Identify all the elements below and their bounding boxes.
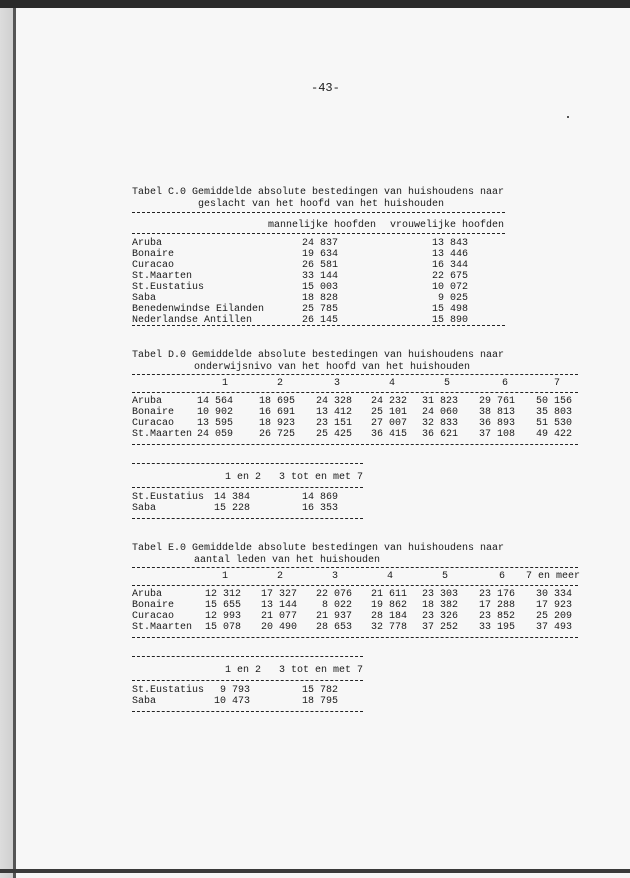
table-cell: 16 344 (431, 260, 468, 271)
table-cell: 10 902 (196, 407, 233, 418)
scan-left-margin (0, 8, 14, 878)
table-cell: 26 581 (301, 260, 338, 271)
table-rule (132, 567, 578, 568)
speck (567, 116, 569, 118)
table-cell: 22 076 (315, 589, 352, 600)
table-rule (132, 518, 363, 519)
table-cell: 14 869 (301, 492, 338, 503)
table-cell: 8 022 (321, 600, 352, 611)
table-cell: 24 059 (196, 429, 233, 440)
table-title: Tabel E.0 Gemiddelde absolute bestedingen van huishoudens naar (132, 543, 505, 554)
table-cell: 30 334 (535, 589, 572, 600)
table-cell: 25 425 (315, 429, 352, 440)
table-cell: 36 893 (478, 418, 515, 429)
table-subtitle: geslacht van het hoofd van het huishouden (198, 199, 445, 210)
table-cell: 16 353 (301, 503, 338, 514)
column-header: 5 (442, 571, 449, 582)
table-rule (132, 325, 505, 326)
scan-top-border (0, 0, 630, 8)
row-label: Saba (132, 503, 157, 514)
table-cell: 24 328 (315, 396, 352, 407)
table-rule (132, 711, 363, 712)
row-label: Saba (132, 293, 157, 304)
table-cell: 9 793 (219, 685, 250, 696)
column-header: mannelijke hoofden (268, 220, 377, 231)
table-subtitle: aantal leden van het huishouden (194, 555, 381, 566)
table-cell: 26 145 (301, 315, 338, 326)
table-cell: 36 415 (370, 429, 407, 440)
column-header: 3 (332, 571, 339, 582)
column-header: 7 en meer (526, 571, 581, 582)
column-header: 1 (222, 378, 229, 389)
table-cell: 21 937 (315, 611, 352, 622)
table-cell: 28 653 (315, 622, 352, 633)
table-cell: 19 634 (301, 249, 338, 260)
table-cell: 15 228 (213, 503, 250, 514)
table-cell: 15 078 (204, 622, 241, 633)
table-cell: 12 993 (204, 611, 241, 622)
row-label: St.Maarten (132, 429, 193, 440)
table-rule (132, 637, 578, 638)
table-cell: 38 813 (478, 407, 515, 418)
table-cell: 23 326 (421, 611, 458, 622)
table-cell: 33 195 (478, 622, 515, 633)
table-cell: 35 803 (535, 407, 572, 418)
row-label: Saba (132, 696, 157, 707)
row-label: Curacao (132, 260, 175, 271)
row-label: Aruba (132, 589, 163, 600)
table-cell: 50 156 (535, 396, 572, 407)
table-cell: 37 108 (478, 429, 515, 440)
table-cell: 32 778 (370, 622, 407, 633)
row-label: Curacao (132, 418, 175, 429)
table-cell: 17 327 (260, 589, 297, 600)
table-cell: 13 144 (260, 600, 297, 611)
table-cell: 14 384 (213, 492, 250, 503)
table-cell: 16 691 (258, 407, 295, 418)
row-label: St.Maarten (132, 271, 193, 282)
table-cell: 13 446 (431, 249, 468, 260)
table-cell: 12 312 (204, 589, 241, 600)
table-cell: 51 530 (535, 418, 572, 429)
table-cell: 22 675 (431, 271, 468, 282)
column-header: 2 (277, 378, 284, 389)
column-header: 3 tot en met 7 (279, 665, 364, 676)
table-cell: 14 564 (196, 396, 233, 407)
row-label: St.Eustatius (132, 492, 205, 503)
table-cell: 28 184 (370, 611, 407, 622)
table-cell: 33 144 (301, 271, 338, 282)
table-cell: 24 060 (421, 407, 458, 418)
row-label: St.Eustatius (132, 685, 205, 696)
column-header: 4 (387, 571, 394, 582)
table-rule (132, 233, 505, 234)
table-cell: 18 695 (258, 396, 295, 407)
table-cell: 17 923 (535, 600, 572, 611)
page-edge (13, 8, 16, 878)
table-cell: 15 498 (431, 304, 468, 315)
column-header: 1 (222, 571, 229, 582)
table-cell: 23 176 (478, 589, 515, 600)
table-rule (132, 585, 578, 586)
row-label: Curacao (132, 611, 175, 622)
table-rule (132, 463, 363, 464)
table-title: Tabel D.0 Gemiddelde absolute bestedingen van huishoudens naar (132, 350, 505, 361)
table-cell: 20 490 (260, 622, 297, 633)
column-header: 2 (277, 571, 284, 582)
table-cell: 49 422 (535, 429, 572, 440)
column-header: 6 (502, 378, 509, 389)
table-cell: 23 151 (315, 418, 352, 429)
table-cell: 18 795 (301, 696, 338, 707)
table-rule (132, 680, 363, 681)
row-label: Bonaire (132, 249, 175, 260)
table-cell: 25 785 (301, 304, 338, 315)
column-header: vrouwelijke hoofden (390, 220, 505, 231)
table-subtitle: onderwijsnivo van het hoofd van het huishouden (194, 362, 471, 373)
scan-bottom-border (0, 869, 630, 873)
table-rule (132, 212, 505, 213)
table-cell: 15 890 (431, 315, 468, 326)
table-cell: 25 101 (370, 407, 407, 418)
table-cell: 37 252 (421, 622, 458, 633)
column-header: 7 (554, 378, 561, 389)
table-cell: 31 823 (421, 396, 458, 407)
row-label: Nederlandse Antillen (132, 315, 253, 326)
table-cell: 21 077 (260, 611, 297, 622)
table-cell: 24 837 (301, 238, 338, 249)
row-label: Aruba (132, 396, 163, 407)
table-cell: 23 303 (421, 589, 458, 600)
table-cell: 23 852 (478, 611, 515, 622)
table-cell: 37 493 (535, 622, 572, 633)
table-cell: 26 725 (258, 429, 295, 440)
table-rule (132, 392, 578, 393)
table-cell: 18 828 (301, 293, 338, 304)
table-cell: 13 595 (196, 418, 233, 429)
row-label: Bonaire (132, 407, 175, 418)
row-label: Aruba (132, 238, 163, 249)
column-header: 3 (334, 378, 341, 389)
table-title: Tabel C.0 Gemiddelde absolute bestedingen van huishoudens naar (132, 187, 505, 198)
page-number: -43- (311, 81, 340, 95)
column-header: 3 tot en met 7 (279, 472, 364, 483)
table-cell: 13 412 (315, 407, 352, 418)
table-cell: 18 923 (258, 418, 295, 429)
table-rule (132, 374, 578, 375)
table-cell: 29 761 (478, 396, 515, 407)
table-rule (132, 444, 578, 445)
table-cell: 10 072 (431, 282, 468, 293)
row-label: St.Maarten (132, 622, 193, 633)
column-header: 1 en 2 (225, 472, 262, 483)
table-cell: 24 232 (370, 396, 407, 407)
table-cell: 19 862 (370, 600, 407, 611)
row-label: St.Eustatius (132, 282, 205, 293)
table-cell: 13 843 (431, 238, 468, 249)
table-cell: 17 288 (478, 600, 515, 611)
table-cell: 27 007 (370, 418, 407, 429)
row-label: Benedenwindse Eilanden (132, 304, 265, 315)
table-cell: 32 833 (421, 418, 458, 429)
table-cell: 9 025 (437, 293, 468, 304)
table-cell: 15 655 (204, 600, 241, 611)
column-header: 5 (444, 378, 451, 389)
column-header: 6 (499, 571, 506, 582)
table-cell: 10 473 (213, 696, 250, 707)
table-rule (132, 487, 363, 488)
table-cell: 15 003 (301, 282, 338, 293)
table-cell: 21 611 (370, 589, 407, 600)
table-cell: 36 621 (421, 429, 458, 440)
column-header: 4 (389, 378, 396, 389)
table-cell: 15 782 (301, 685, 338, 696)
row-label: Bonaire (132, 600, 175, 611)
column-header: 1 en 2 (225, 665, 262, 676)
table-cell: 18 382 (421, 600, 458, 611)
table-cell: 25 209 (535, 611, 572, 622)
table-rule (132, 656, 363, 657)
